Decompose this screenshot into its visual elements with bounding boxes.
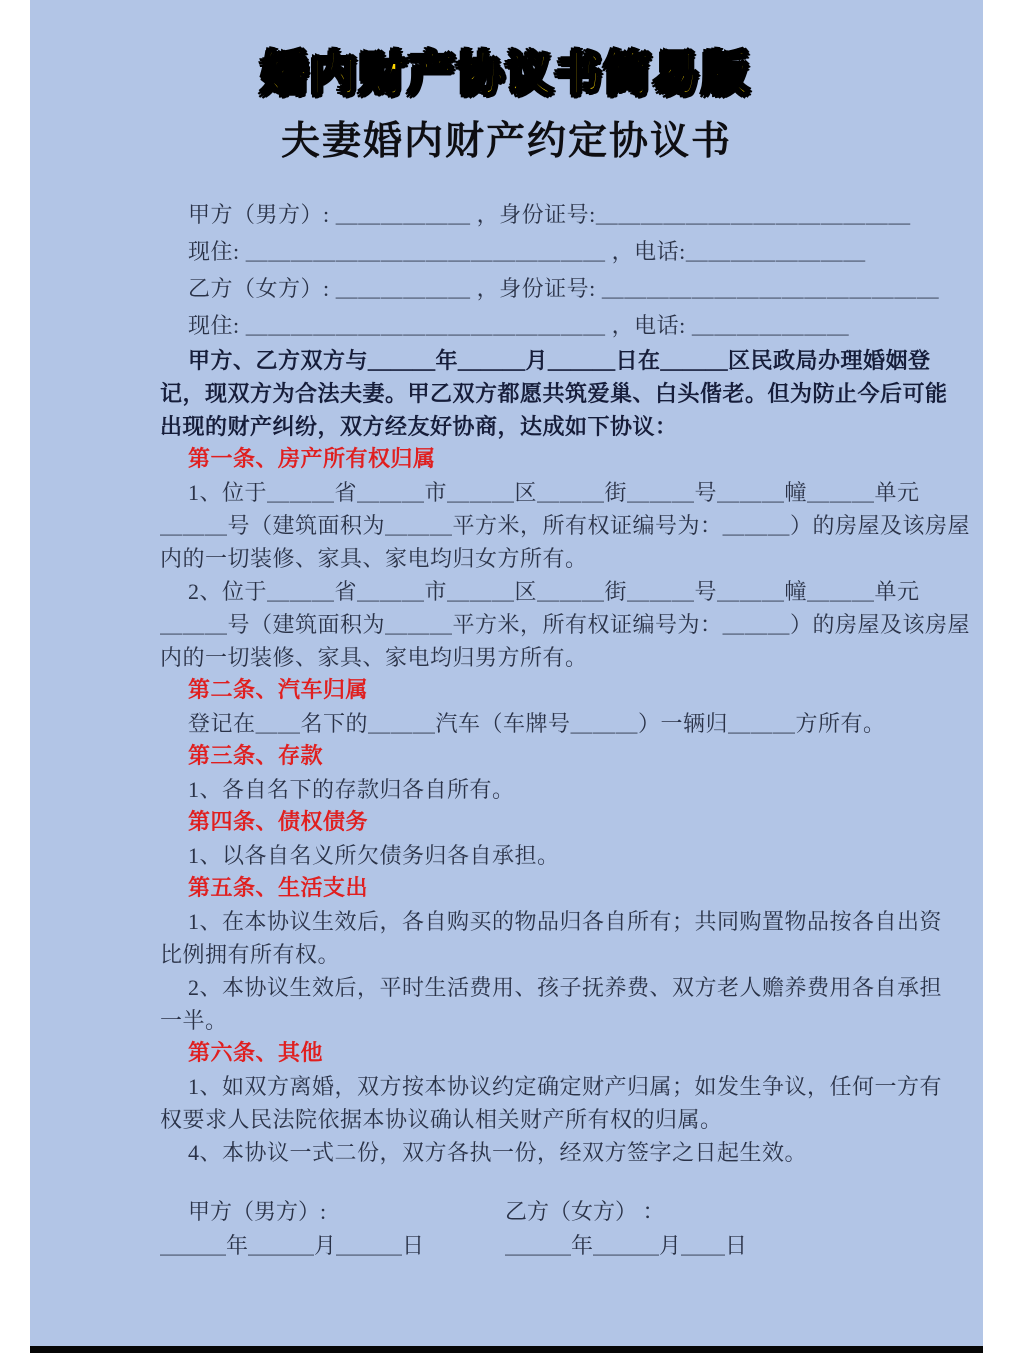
- signature-labels-row: [160, 1195, 908, 1229]
- doc-line: 权要求人民法院依据本协议确认相关财产所有权的归属。: [160, 1107, 723, 1132]
- doc-line: ＿＿＿号（建筑面积为＿＿＿平方米，所有权证编号为：＿＿＿）的房屋及该房屋: [160, 513, 971, 538]
- party-b-date: ＿＿＿年＿＿＿月＿＿日: [505, 1233, 748, 1258]
- doc-line: 乙方（女方）: ＿＿＿＿＿＿ ，身份证号: ＿＿＿＿＿＿＿＿＿＿＿＿＿＿＿: [188, 276, 940, 301]
- doc-line: 1、各自名下的存款归各自所有。: [188, 777, 515, 802]
- signature-block: [160, 1195, 908, 1263]
- doc-line: 甲方（男方）: ＿＿＿＿＿＿ ，身份证号:＿＿＿＿＿＿＿＿＿＿＿＿＿＿: [188, 202, 911, 227]
- signature-dates-row: [160, 1229, 908, 1263]
- party-a-date: ＿＿＿年＿＿＿月＿＿＿日: [160, 1233, 425, 1258]
- doc-line: 第六条、其他: [188, 1041, 324, 1066]
- doc-line: 记，现双方为合法夫妻。甲乙双方都愿共筑爱巢、白头偕老。但为防止今后可能: [160, 381, 948, 406]
- doc-line: 一半。: [160, 1008, 228, 1033]
- doc-line: 1、在本协议生效后，各自购买的物品归各自所有；共同购置物品按各自出资: [188, 909, 943, 934]
- doc-line: 内的一切装修、家具、家电均归女方所有。: [160, 546, 588, 571]
- doc-line: 第三条、存款: [188, 744, 324, 769]
- bottom-bar: [30, 1346, 983, 1353]
- doc-line: 出现的财产纠纷，双方经友好协商，达成如下协议：: [160, 414, 678, 439]
- doc-line: 比例拥有所有权。: [160, 942, 341, 967]
- doc-line: 2、本协议生效后，平时生活费用、孩子抚养费、双方老人赡养费用各自承担: [188, 975, 943, 1000]
- doc-line: 4、本协议一式二份，双方各执一份，经双方签字之日起生效。: [188, 1140, 808, 1165]
- doc-line: 登记在＿＿名下的＿＿＿汽车（车牌号＿＿＿）一辆归＿＿＿方所有。: [188, 711, 886, 736]
- doc-line: 现住: ＿＿＿＿＿＿＿＿＿＿＿＿＿＿＿＿ ，电话:＿＿＿＿＿＿＿＿: [188, 239, 866, 264]
- doc-line: 1、如双方离婚，双方按本协议约定确定财产归属；如发生争议，任何一方有: [188, 1074, 943, 1099]
- agreement-paper: [30, 0, 983, 1346]
- doc-line: 现住: ＿＿＿＿＿＿＿＿＿＿＿＿＿＿＿＿ ，电话: ＿＿＿＿＿＿＿: [188, 313, 850, 338]
- party-b-label: 乙方（女方） ：: [505, 1199, 665, 1224]
- doc-line: 1、位于＿＿＿省＿＿＿市＿＿＿区＿＿＿街＿＿＿号＿＿＿幢＿＿＿单元: [188, 480, 920, 505]
- doc-line: 内的一切装修、家具、家电均归男方所有。: [160, 645, 588, 670]
- party-a-label: 甲方（男方）:: [188, 1199, 327, 1224]
- doc-line: 第二条、汽车归属: [188, 678, 369, 703]
- doc-line: ＿＿＿号（建筑面积为＿＿＿平方米，所有权证编号为：＿＿＿）的房屋及该房屋: [160, 612, 971, 637]
- doc-line: 1、以各自名义所欠债务归各自承担。: [188, 843, 560, 868]
- badge-title: 婚内财产协议书简易版: [261, 47, 752, 101]
- doc-line: 甲方、乙方双方与＿＿＿年＿＿＿月＿＿＿日在＿＿＿区民政局办理婚姻登: [188, 348, 931, 373]
- document-title: 夫妻婚内财产约定协议书: [280, 120, 732, 163]
- doc-line: 第四条、债权债务: [188, 810, 369, 835]
- doc-line: 2、位于＿＿＿省＿＿＿市＿＿＿区＿＿＿街＿＿＿号＿＿＿幢＿＿＿单元: [188, 579, 920, 604]
- doc-line: 第一条、房产所有权归属: [188, 447, 436, 472]
- doc-line: 第五条、生活支出: [188, 876, 369, 901]
- document-body: [160, 196, 971, 1169]
